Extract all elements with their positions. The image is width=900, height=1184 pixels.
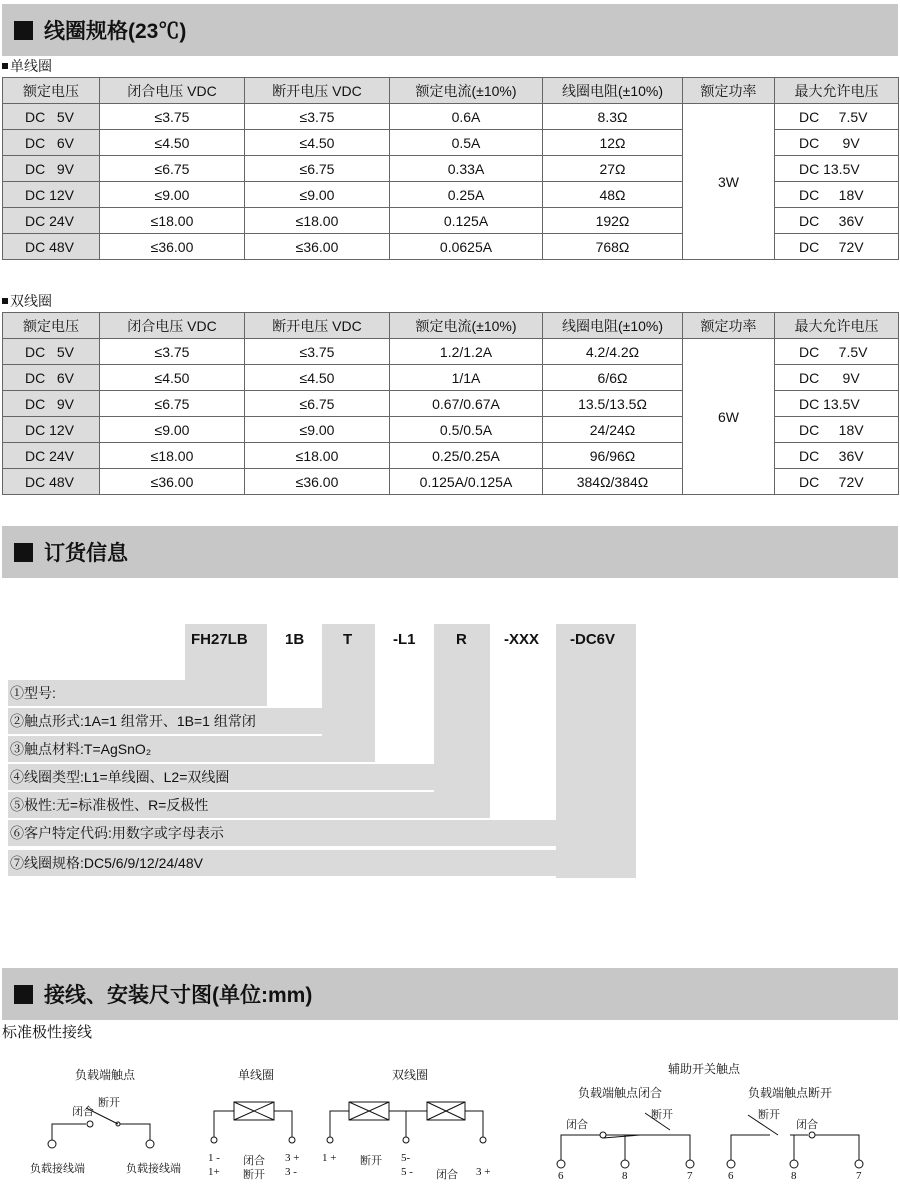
table-cell: 4.2/4.2Ω: [543, 339, 683, 365]
column-header: 闭合电压 VDC: [100, 313, 245, 339]
table-cell: DC 36V: [775, 208, 899, 234]
table-cell: 12Ω: [543, 130, 683, 156]
table-cell: ≤4.50: [100, 130, 245, 156]
table-cell: DC 9V: [3, 391, 100, 417]
table-cell: 1.2/1.2A: [390, 339, 543, 365]
table-cell: ≤36.00: [100, 469, 245, 495]
rated-power-cell: 3W: [683, 104, 775, 260]
table-cell: 0.5A: [390, 130, 543, 156]
table-cell: DC 24V: [3, 208, 100, 234]
square-bullet-icon: [14, 543, 33, 562]
table-header-row: [3, 78, 899, 104]
order-line-4: ④线圈类型:L1=单线圈、L2=双线圈: [8, 764, 434, 790]
order-code-model: FH27LB: [191, 631, 248, 648]
open-label: 断开: [651, 1109, 673, 1121]
table-cell: ≤9.00: [245, 417, 390, 443]
table-cell: DC 9V: [775, 365, 899, 391]
table-cell: ≤4.50: [245, 365, 390, 391]
order-line-6: ⑥客户特定代码:用数字或字母表示: [8, 820, 556, 846]
column-header: 额定功率: [683, 313, 775, 339]
aux-closed-label: 负载端触点闭合: [578, 1086, 663, 1100]
table-cell: 0.6A: [390, 104, 543, 130]
table-cell: DC 13.5V: [775, 391, 899, 417]
order-code-material: T: [343, 631, 353, 648]
section-header-wiring: [2, 968, 898, 1020]
table-cell: 6/6Ω: [543, 365, 683, 391]
table-cell: DC 72V: [775, 234, 899, 260]
table-cell: ≤18.00: [100, 208, 245, 234]
table-cell: ≤4.50: [245, 130, 390, 156]
table-cell: ≤3.75: [245, 104, 390, 130]
single-coil-label: 单线圈: [2, 56, 52, 76]
double-coil-table: [2, 312, 899, 495]
column-header: 断开电压 VDC: [245, 313, 390, 339]
table-cell: 13.5/13.5Ω: [543, 391, 683, 417]
column-header: 额定电压: [3, 78, 100, 104]
double-coil-label: 双线圈: [392, 1068, 429, 1082]
aux-open-label: 负载端触点断开: [748, 1086, 833, 1100]
pin-number: 6: [558, 1170, 564, 1182]
open-label: 断开: [243, 1169, 265, 1181]
aux-contact-label: 辅助开关触点: [668, 1062, 741, 1076]
table-header-row: [3, 313, 899, 339]
double-coil-diagram: [327, 1102, 486, 1143]
double-coil-label: 双线圈: [2, 291, 52, 311]
order-code-customer: -XXX: [504, 631, 540, 648]
section-title: 线圈规格(23℃): [44, 20, 187, 43]
column-header: 断开电压 VDC: [245, 78, 390, 104]
table-cell: 768Ω: [543, 234, 683, 260]
table-cell: ≤36.00: [100, 234, 245, 260]
order-line-5: ⑤极性:无=标准极性、R=反极性: [8, 792, 490, 818]
order-line-2: ②触点形式:1A=1 组常开、1B=1 组常闭: [8, 708, 322, 734]
table-cell: ≤36.00: [245, 469, 390, 495]
pin-number: 7: [687, 1170, 693, 1182]
table-cell: 0.5/0.5A: [390, 417, 543, 443]
aux-open-diagram: [727, 1115, 863, 1168]
pin-label: 1 -: [208, 1152, 220, 1164]
column-header: 额定功率: [683, 78, 775, 104]
table-cell: 27Ω: [543, 156, 683, 182]
table-cell: 192Ω: [543, 208, 683, 234]
table-cell: DC 48V: [3, 469, 100, 495]
closed-label: 闭合: [436, 1169, 458, 1181]
section-title: 订货信息: [44, 542, 128, 565]
table-cell: 0.25A: [390, 182, 543, 208]
pin-number: 6: [728, 1170, 734, 1182]
order-line-3: ③触点材料:T=AgSnO₂: [8, 736, 375, 762]
table-cell: DC 6V: [3, 130, 100, 156]
table-cell: DC 18V: [775, 182, 899, 208]
column-header: 闭合电压 VDC: [100, 78, 245, 104]
column-header: 额定电流(±10%): [390, 78, 543, 104]
table-cell: ≤9.00: [100, 182, 245, 208]
table-cell: ≤18.00: [245, 208, 390, 234]
load-contact-label: 负载端触点: [75, 1068, 136, 1082]
load-terminal-right-label: 负载接线端: [126, 1163, 181, 1175]
table-cell: 384Ω/384Ω: [543, 469, 683, 495]
closed-label: 闭合: [796, 1119, 818, 1131]
order-code-coil-spec: -DC6V: [570, 631, 616, 648]
table-cell: DC 18V: [775, 417, 899, 443]
column-header: 额定电流(±10%): [390, 313, 543, 339]
table-cell: 1/1A: [390, 365, 543, 391]
open-label: 断开: [98, 1097, 120, 1109]
order-code-contact: 1B: [285, 631, 305, 648]
square-bullet-icon: [14, 985, 33, 1004]
column-header: 最大允许电压: [775, 313, 899, 339]
table-cell: 8.3Ω: [543, 104, 683, 130]
single-coil-diagram: [211, 1102, 295, 1143]
small-square-icon: [2, 298, 8, 304]
pin-label: 1 +: [322, 1152, 337, 1164]
small-square-icon: [2, 63, 8, 69]
open-label: 断开: [758, 1109, 780, 1121]
table-cell: 0.125A: [390, 208, 543, 234]
table-cell: 48Ω: [543, 182, 683, 208]
column-header: 线圈电阻(±10%): [543, 78, 683, 104]
table-cell: ≤18.00: [245, 443, 390, 469]
table-cell: ≤36.00: [245, 234, 390, 260]
section-header-coil-spec: [2, 4, 898, 56]
pin-label: 1+: [208, 1166, 220, 1178]
rated-power-cell: 6W: [683, 339, 775, 495]
table-cell: ≤3.75: [100, 104, 245, 130]
order-code-polarity: R: [456, 631, 467, 648]
table-cell: 96/96Ω: [543, 443, 683, 469]
table-cell: DC 5V: [3, 339, 100, 365]
table-cell: 24/24Ω: [543, 417, 683, 443]
pin-number: 8: [622, 1170, 628, 1182]
closed-label: 闭合: [566, 1119, 588, 1131]
table-cell: ≤6.75: [100, 391, 245, 417]
section-title: 接线、安装尺寸图(单位:mm): [44, 984, 313, 1007]
closed-label: 闭合: [243, 1155, 265, 1167]
closed-label: 闭合: [72, 1106, 94, 1118]
table-cell: DC 48V: [3, 234, 100, 260]
open-label: 断开: [360, 1155, 382, 1167]
table-cell: ≤9.00: [100, 417, 245, 443]
table-cell: 0.33A: [390, 156, 543, 182]
table-cell: ≤6.75: [100, 156, 245, 182]
load-contact-diagram: [48, 1108, 154, 1148]
table-cell: ≤6.75: [245, 156, 390, 182]
order-line-7: ⑦线圈规格:DC5/6/9/12/24/48V: [8, 850, 636, 876]
section-header-ordering: [2, 526, 898, 578]
table-cell: ≤3.75: [100, 339, 245, 365]
order-line-1: ①型号:: [8, 680, 267, 706]
table-cell: ≤4.50: [100, 365, 245, 391]
column-header: 额定电压: [3, 313, 100, 339]
table-cell: ≤9.00: [245, 182, 390, 208]
square-bullet-icon: [14, 21, 33, 40]
table-row: [3, 339, 899, 365]
table-cell: DC 7.5V: [775, 339, 899, 365]
table-cell: ≤3.75: [245, 339, 390, 365]
pin-label: 5 -: [401, 1166, 413, 1178]
table-cell: DC 12V: [3, 182, 100, 208]
table-cell: ≤6.75: [245, 391, 390, 417]
order-code-coil-type: -L1: [393, 631, 416, 648]
single-coil-label: 单线圈: [238, 1068, 275, 1082]
table-cell: 0.67/0.67A: [390, 391, 543, 417]
table-cell: DC 24V: [3, 443, 100, 469]
pin-label: 3 -: [285, 1166, 297, 1178]
pin-label: 3 +: [476, 1166, 491, 1178]
table-cell: 0.125A/0.125A: [390, 469, 543, 495]
table-cell: ≤18.00: [100, 443, 245, 469]
table-cell: 0.25/0.25A: [390, 443, 543, 469]
table-cell: DC 12V: [3, 417, 100, 443]
table-cell: 0.0625A: [390, 234, 543, 260]
table-cell: DC 72V: [775, 469, 899, 495]
pin-label: 5-: [401, 1152, 411, 1164]
table-cell: DC 36V: [775, 443, 899, 469]
table-cell: DC 13.5V: [775, 156, 899, 182]
table-cell: DC 9V: [3, 156, 100, 182]
table-cell: DC 6V: [3, 365, 100, 391]
single-coil-table: [2, 77, 899, 260]
load-terminal-left-label: 负载接线端: [30, 1163, 85, 1175]
table-row: [3, 104, 899, 130]
table-cell: DC 9V: [775, 130, 899, 156]
pin-label: 3 +: [285, 1152, 300, 1164]
table-cell: DC 7.5V: [775, 104, 899, 130]
column-header: 线圈电阻(±10%): [543, 313, 683, 339]
wiring-subtitle: 标准极性接线: [2, 1024, 93, 1041]
pin-number: 7: [856, 1170, 862, 1182]
pin-number: 8: [791, 1170, 797, 1182]
column-header: 最大允许电压: [775, 78, 899, 104]
table-cell: DC 5V: [3, 104, 100, 130]
